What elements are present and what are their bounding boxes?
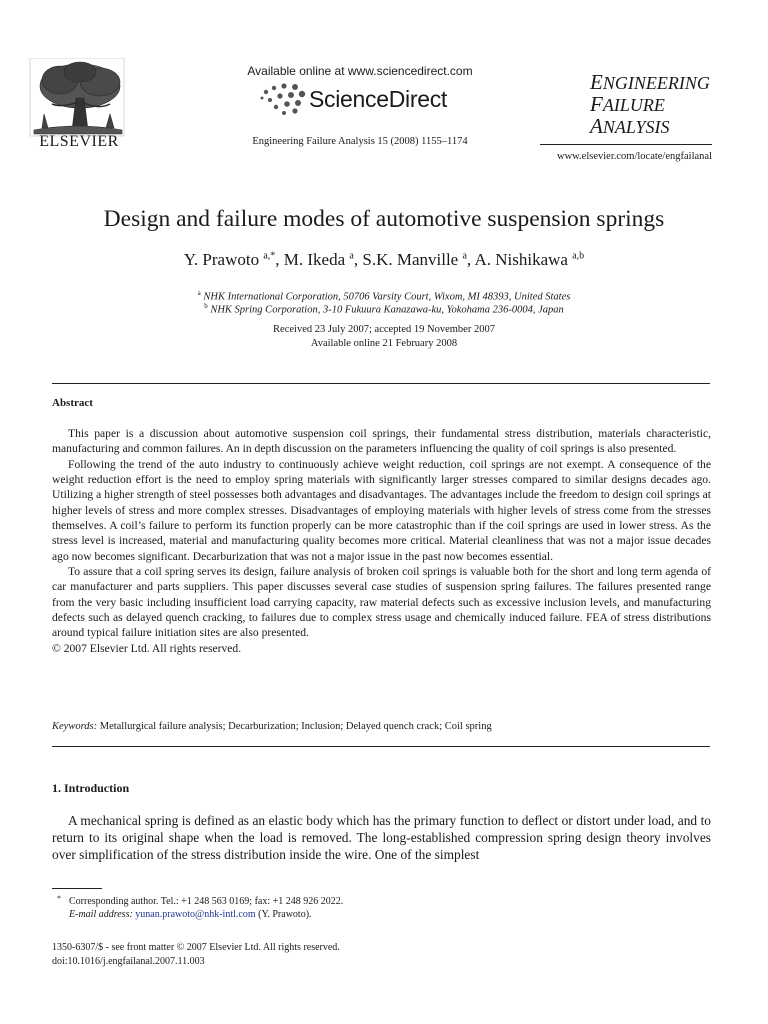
author-affiliation-mark: a,b [572,250,585,262]
article-title: Design and failure modes of automotive suspension springs [103,206,665,232]
section-heading-introduction: 1. Introduction [52,781,130,795]
journal-title-rest: AILURE [602,95,665,115]
journal-title-line [590,116,730,138]
abstract-paragraph: This paper is a discussion about automotive suspension coil springs, their fundamental stress distribution, materials characteristic, manufacturing and common failures. An in depth discussion on the parameters influencing the quality of coil springs is also presented. [52,427,711,456]
abstract-paragraph: To assure that a coil spring serves its design, failure analysis of broken coil springs is valuable both for the short and long term agenda of car manufacturer and parts suppliers. This paper discusses several case studies of suspension spring failures. The failures presented range from the very basic including insufficient load carrying capacity, raw material defects such as excessive inclusion levels, and manufacturing defects such as delayed quench cracking, to failures due to complex stress usage and chemically induced failure. FEA of stress distributions around typical failure initiation sites are also presented. [52,565,711,640]
publisher-name: ELSEVIER [39,133,119,150]
author-affiliation-mark: a,* [263,250,276,262]
keywords-label: Keywords: [52,721,98,732]
abstract-paragraph: Following the trend of the auto industry to continuously achieve weight reduction, coil springs are not exempt. A consequence of the weight reduction effort is the need to employ spring materials with significantly larger stresses compared to similar designs decades ago. Utilizing a higher strength of steel possesses both advantages and disadvantages. The advantages include the freedom to design coil springs at higher levels of stress and more complex stresses. Disadvantages of employing materials with higher levels of stress come from the stresses themselves. A coil’s failure to perform its function properly can be more catastrophic than if the coil springs are used in lower stress. As the stress level is increased, material and manufacturing quality becomes more critical. Material cleanliness that was not a major issue decades ago now becomes significant. Decarburization that was not a major issue in the past now becomes essential. [52,457,711,563]
available-online-date: Available online 21 February 2008 [310,338,458,349]
footnote-mark: * [57,894,61,903]
abstract-body [52,426,711,656]
email-link[interactable]: yunan.prawoto@nhk-intl.com [135,909,256,920]
journal-title-initial: F [590,92,603,116]
author-affiliation-mark: a [349,250,354,262]
journal-title-initial: E [590,70,603,94]
affiliation-b [40,302,728,316]
journal-title-rule [540,144,712,145]
abstract-copyright: © 2007 Elsevier Ltd. All rights reserved. [52,641,242,655]
page-footer [52,941,711,969]
journal-title-line [590,94,730,116]
doi-line[interactable]: doi:10.1016/j.engfailanal.2007.11.003 [52,956,205,967]
introduction-paragraph: A mechanical spring is defined as an elastic body which has the primary function to deflect or distort under load, and to return to its original shape when the load is removed. The long-established compression spring design theory involves over simplification of the stress distribution inside the wire. One of the simplest [52,813,711,863]
author-list: Y. Prawoto $^{a,*}$, M. Ikeda $^a$, S.K. Manville $^a$, A. Nishikawa $^{a,b}$ [183,250,585,269]
available-online-line: Available online at www.sciencedirect.com [247,64,473,78]
keywords-text: Metallurgical failure analysis; Decarburization; Inclusion; Delayed quench crack; Coil spring [99,721,492,732]
affiliation-mark: b [204,302,208,310]
introduction-body [52,812,711,864]
journal-title-rest: NGINEERING [602,73,710,93]
keywords-line [52,721,711,732]
author-name: S.K. Manville [362,250,463,269]
journal-title-block [590,72,730,138]
journal-title-rest: NALYSIS [602,117,670,137]
affiliation-mark: a [197,289,201,297]
affiliation-text: NHK Spring Corporation, 3-10 Fukuura Kanazawa-ku, Yokohama 236-0004, Japan [210,304,564,316]
sciencedirect-logo-text: ScienceDirect [309,86,447,112]
abstract-top-rule [52,383,710,384]
email-line [52,908,711,921]
email-label: E-mail address: [69,909,133,920]
author-name: Y. Prawoto [183,250,264,269]
affiliation-text: NHK International Corporation, 50706 Varsity Court, Wixom, MI 48393, United States [203,291,571,303]
journal-reference: Engineering Failure Analysis 15 (2008) 1155–1174 [252,136,468,147]
corresponding-author-note: Corresponding author. Tel.: +1 248 563 0169; fax: +1 248 926 2022. [69,896,344,907]
author-name: A. Nishikawa [474,250,573,269]
author-affiliation-mark: a [462,250,467,262]
journal-title-line [590,72,730,94]
footnote-rule [52,888,102,889]
footnote [52,895,711,921]
journal-url: www.elsevier.com/locate/engfailanal [556,151,712,162]
abstract-bottom-rule [52,746,710,747]
issn-line: 1350-6307/$ - see front matter © 2007 Elsevier Ltd. All rights reserved. [52,942,340,953]
received-dates: Received 23 July 2007; accepted 19 November 2007 [273,324,495,335]
email-suffix: (Y. Prawoto). [258,909,312,920]
abstract-heading: Abstract [52,397,93,409]
author-name: M. Ikeda [283,250,350,269]
journal-title-initial: A [590,114,603,138]
affiliation-a [40,289,728,303]
